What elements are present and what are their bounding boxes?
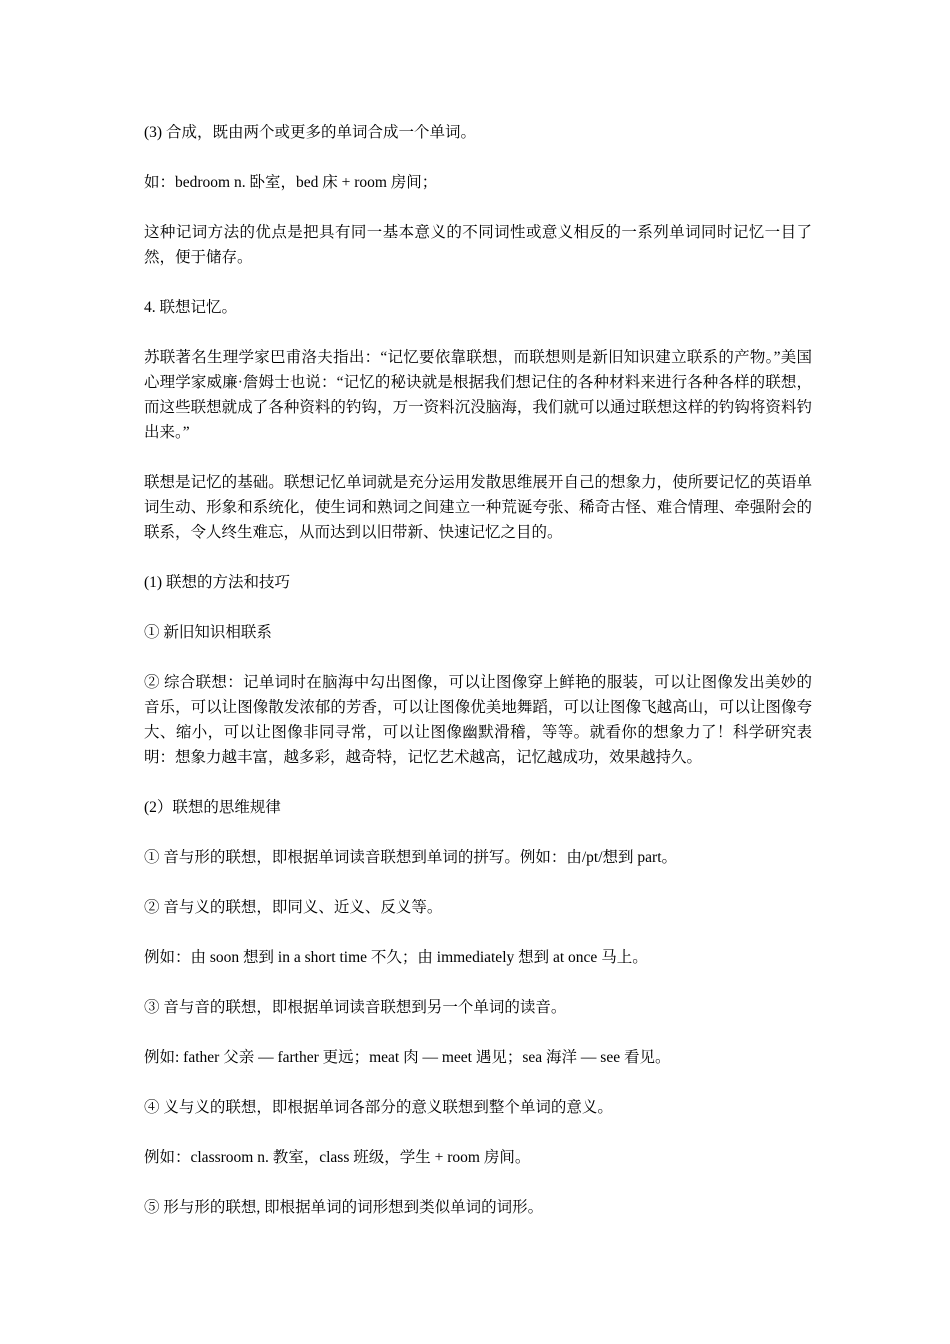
paragraph-bedroom-example: 如：bedroom n. 卧室，bed 床 + room 房间； — [144, 174, 438, 191]
section-heading-association-memory: 4. 联想记忆。 — [144, 299, 238, 316]
example-sound-meaning: 例如：由 soon 想到 in a short time 不久；由 immediately 想到 at once 马上。 — [144, 949, 648, 966]
paragraph-method-advantage: 这种记词方法的优点是把具有同一基本意义的不同词性或意义相反的一系列单词同时记忆一目了然，便于储存。 — [144, 224, 812, 266]
subheading-methods-and-techniques: (1) 联想的方法和技巧 — [144, 574, 290, 591]
list-item-sound-sound: ③ 音与音的联想，即根据单词读音联想到另一个单词的读音。 — [144, 999, 567, 1016]
list-item-comprehensive-association: ② 综合联想：记单词时在脑海中勾出图像，可以让图像穿上鲜艳的服装，可以让图像发出美妙的音乐，可以让图像散发浓郁的芳香，可以让图像优美地舞蹈，可以让图像飞越高山，可以让图像夸大、缩小，可以让图像非同寻常，可以让图像幽默滑稽，等等。就看你的想象力了！科学研究表明：想象力越丰富，越多彩，越奇特，记忆艺术越高，记忆越成功，效果越持久。 — [144, 674, 812, 766]
paragraph-association-basis: 联想是记忆的基础。联想记忆单词就是充分运用发散思维展开自己的想象力，使所要记忆的英语单词生动、形象和系统化，使生词和熟词之间建立一种荒诞夸张、稀奇古怪、难合情理、牵强附会的联系，令人终生难忘，从而达到以旧带新、快速记忆之目的。 — [144, 474, 812, 541]
list-item-meaning-meaning: ④ 义与义的联想，即根据单词各部分的意义联想到整个单词的意义。 — [144, 1099, 613, 1116]
example-meaning-meaning: 例如：classroom n. 教室，class 班级，学生 + room 房间。 — [144, 1149, 531, 1166]
paragraph-pavlov-james-quotes: 苏联著名生理学家巴甫洛夫指出：“记忆要依靠联想，而联想则是新旧知识建立联系的产物。”美国心理学家威廉·詹姆士也说：“记忆的秘诀就是根据我们想记住的各种材料来进行各种各样的联想，而这些联想就成了各种资料的钓钩，万一资料沉没脑海，我们就可以通过联想这样的钓钩将资料钓出来。” — [144, 349, 812, 441]
list-item-sound-meaning: ② 音与义的联想，即同义、近义、反义等。 — [144, 899, 443, 916]
paragraph-compound-words: (3) 合成，既由两个或更多的单词合成一个单词。 — [144, 124, 476, 141]
list-item-sound-form: ① 音与形的联想，即根据单词读音联想到单词的拼写。例如：由/pt/想到 part。 — [144, 849, 678, 866]
list-item-form-form: ⑤ 形与形的联想, 即根据单词的词形想到类似单词的词形。 — [144, 1199, 544, 1216]
example-sound-sound: 例如: father 父亲 — farther 更远；meat 肉 — meet 遇见；sea 海洋 — see 看见。 — [144, 1049, 671, 1066]
list-item-old-new-knowledge: ① 新旧知识相联系 — [144, 624, 272, 641]
document-page — [144, 120, 812, 1245]
subheading-thinking-rules: (2）联想的思维规律 — [144, 799, 281, 816]
